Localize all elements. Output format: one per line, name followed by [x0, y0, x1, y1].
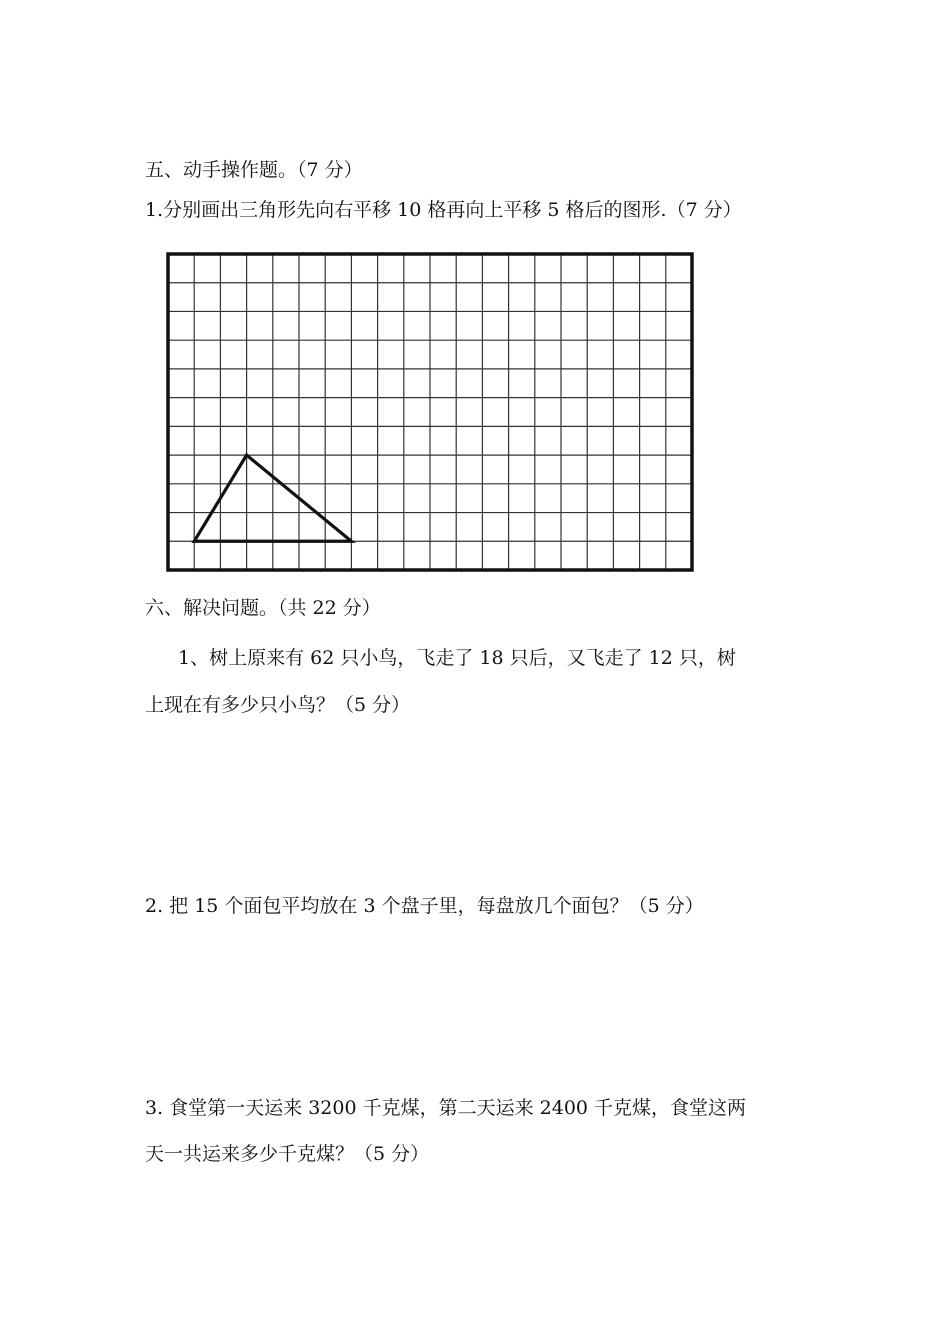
question-coal-line1: 3. 食堂第一天运来 3200 千克煤，第二天运来 2400 千克煤，食堂这两 — [145, 1097, 747, 1119]
grid-lines — [168, 254, 692, 570]
square-grid — [166, 252, 696, 574]
question-bread: 2. 把 15 个面包平均放在 3 个盘子里，每盘放几个面包？（5 分） — [145, 895, 704, 917]
section-five-heading: 五、动手操作题。（7 分） — [145, 159, 363, 181]
question-translate-triangle: 1.分别画出三角形先向右平移 10 格再向上平移 5 格后的图形.（7 分） — [145, 199, 742, 221]
question-coal-line2: 天一共运来多少千克煤？（5 分） — [145, 1143, 430, 1165]
question-birds-line1: 1、树上原来有 62 只小鸟，飞走了 18 只后，又飞走了 12 只，树 — [178, 647, 736, 669]
grid-figure — [166, 252, 696, 578]
section-six-heading: 六、解决问题。（共 22 分） — [145, 597, 381, 619]
question-birds-line2: 上现在有多少只小鸟？（5 分） — [145, 694, 411, 716]
